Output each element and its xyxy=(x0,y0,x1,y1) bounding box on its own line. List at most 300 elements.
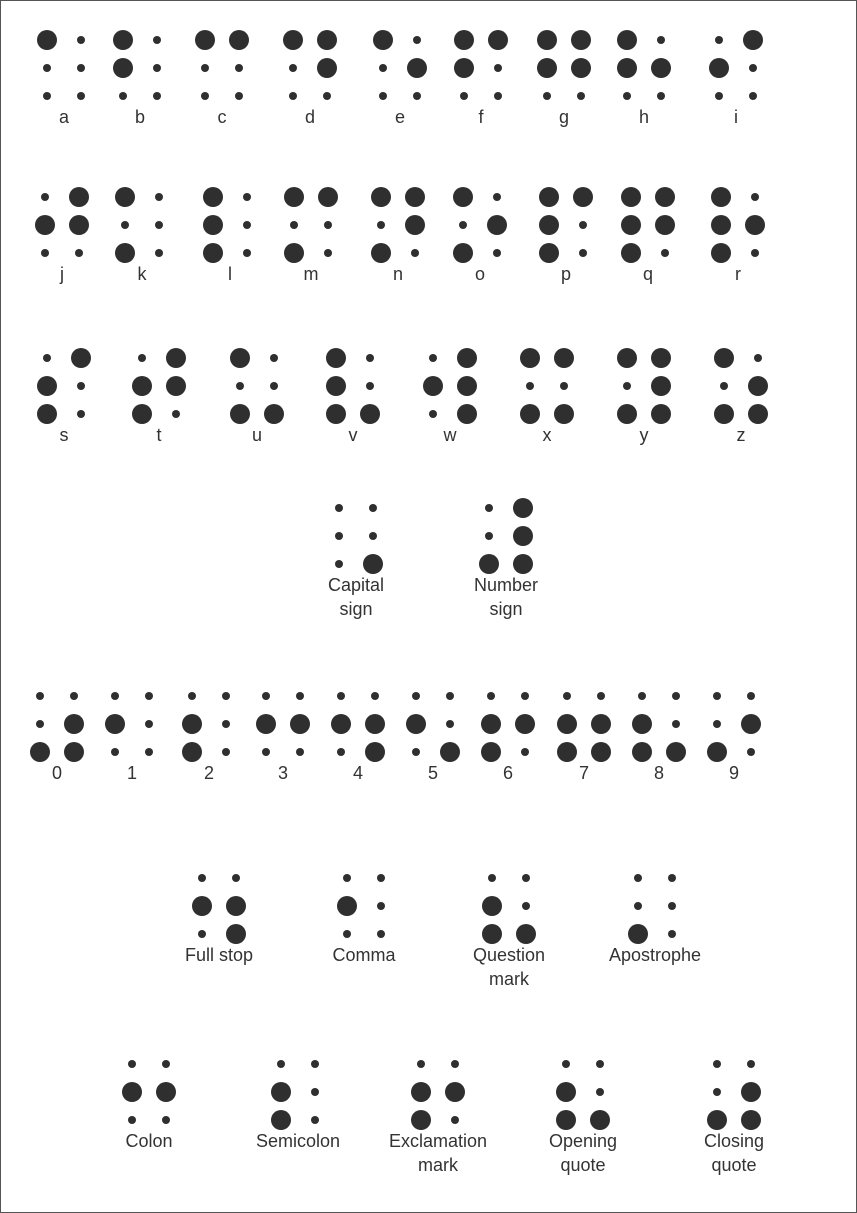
raised-dot-1 xyxy=(373,30,393,50)
braille-label: z xyxy=(736,425,746,445)
flat-dot-2 xyxy=(713,720,721,728)
raised-dot-5 xyxy=(156,1082,176,1102)
raised-dot-2 xyxy=(482,896,502,916)
braille-label: 8 xyxy=(653,763,664,783)
raised-dot-3 xyxy=(621,243,641,263)
raised-dot-2 xyxy=(35,215,55,235)
braille-cell-closing-quote xyxy=(674,1053,794,1203)
flat-dot-6 xyxy=(751,249,759,257)
raised-dot-1 xyxy=(115,187,135,207)
flat-dot-1 xyxy=(417,1060,425,1068)
flat-dot-1 xyxy=(638,692,646,700)
flat-dot-5 xyxy=(243,221,251,229)
flat-dot-1 xyxy=(562,1060,570,1068)
flat-dot-5 xyxy=(324,221,332,229)
raised-dot-3 xyxy=(632,742,652,762)
raised-dot-3 xyxy=(132,404,152,424)
flat-dot-4 xyxy=(754,354,762,362)
raised-dot-5 xyxy=(513,526,533,546)
raised-dot-3 xyxy=(37,404,57,424)
flat-dot-3 xyxy=(111,748,119,756)
flat-dot-2 xyxy=(623,382,631,390)
raised-dot-5 xyxy=(457,376,477,396)
braille-label: Full stop xyxy=(184,945,254,965)
braille-label: 4 xyxy=(352,763,363,783)
raised-dot-2 xyxy=(411,1082,431,1102)
flat-dot-4 xyxy=(162,1060,170,1068)
raised-dot-1 xyxy=(617,348,637,368)
flat-dot-3 xyxy=(543,92,551,100)
raised-dot-4 xyxy=(317,30,337,50)
raised-dot-3 xyxy=(557,742,577,762)
raised-dot-2 xyxy=(105,714,125,734)
braille-label: 5 xyxy=(427,763,438,783)
flat-dot-6 xyxy=(311,1116,319,1124)
flat-dot-4 xyxy=(232,874,240,882)
raised-dot-2 xyxy=(122,1082,142,1102)
raised-dot-2 xyxy=(113,58,133,78)
raised-dot-4 xyxy=(655,187,675,207)
raised-dot-3 xyxy=(30,742,50,762)
raised-dot-1 xyxy=(283,30,303,50)
flat-dot-3 xyxy=(337,748,345,756)
braille-label: 9 xyxy=(728,763,739,783)
raised-dot-3 xyxy=(326,404,346,424)
braille-label: b xyxy=(134,107,145,127)
raised-dot-2 xyxy=(271,1082,291,1102)
flat-dot-1 xyxy=(36,692,44,700)
raised-dot-1 xyxy=(453,187,473,207)
flat-dot-3 xyxy=(412,748,420,756)
raised-dot-2 xyxy=(539,215,559,235)
flat-dot-1 xyxy=(138,354,146,362)
raised-dot-4 xyxy=(513,498,533,518)
raised-dot-1 xyxy=(621,187,641,207)
braille-label: c xyxy=(217,107,227,127)
flat-dot-6 xyxy=(162,1116,170,1124)
raised-dot-1 xyxy=(520,348,540,368)
raised-dot-4 xyxy=(457,348,477,368)
raised-dot-4 xyxy=(743,30,763,50)
raised-dot-5 xyxy=(741,714,761,734)
braille-label: k xyxy=(137,264,147,284)
braille-cell-exclamation-mark xyxy=(378,1053,498,1203)
flat-dot-1 xyxy=(715,36,723,44)
braille-label: m xyxy=(303,264,319,284)
braille-label: g xyxy=(558,107,569,127)
raised-dot-2 xyxy=(617,58,637,78)
flat-dot-5 xyxy=(579,221,587,229)
flat-dot-1 xyxy=(563,692,571,700)
flat-dot-4 xyxy=(413,36,421,44)
raised-dot-3 xyxy=(617,404,637,424)
braille-label: e xyxy=(394,107,405,127)
flat-dot-4 xyxy=(153,36,161,44)
flat-dot-5 xyxy=(560,382,568,390)
braille-cell-i xyxy=(676,29,796,179)
braille-label: v xyxy=(348,425,358,445)
raised-dot-6 xyxy=(264,404,284,424)
braille-label: 6 xyxy=(502,763,513,783)
flat-dot-5 xyxy=(522,902,530,910)
braille-label: h xyxy=(638,107,649,127)
raised-dot-6 xyxy=(516,924,536,944)
flat-dot-5 xyxy=(153,64,161,72)
braille-label: o xyxy=(474,264,485,284)
raised-dot-3 xyxy=(115,243,135,263)
braille-label: a xyxy=(58,107,69,127)
braille-label: d xyxy=(304,107,315,127)
braille-label: i xyxy=(734,107,738,127)
raised-dot-5 xyxy=(748,376,768,396)
flat-dot-1 xyxy=(412,692,420,700)
raised-dot-1 xyxy=(714,348,734,368)
raised-dot-3 xyxy=(411,1110,431,1130)
braille-label: Semicolon xyxy=(255,1131,341,1151)
braille-label: Comma xyxy=(332,945,396,965)
raised-dot-2 xyxy=(709,58,729,78)
flat-dot-6 xyxy=(172,410,180,418)
flat-dot-2 xyxy=(201,64,209,72)
flat-dot-6 xyxy=(411,249,419,257)
flat-dot-4 xyxy=(377,874,385,882)
flat-dot-2 xyxy=(634,902,642,910)
raised-dot-2 xyxy=(711,215,731,235)
flat-dot-5 xyxy=(155,221,163,229)
braille-label: Colon xyxy=(125,1131,173,1151)
braille-label: Question mark xyxy=(472,945,546,989)
braille-label: t xyxy=(156,425,162,445)
raised-dot-3 xyxy=(453,243,473,263)
raised-dot-5 xyxy=(651,376,671,396)
flat-dot-5 xyxy=(311,1088,319,1096)
raised-dot-3 xyxy=(628,924,648,944)
flat-dot-2 xyxy=(335,532,343,540)
flat-dot-2 xyxy=(121,221,129,229)
flat-dot-1 xyxy=(41,193,49,201)
flat-dot-1 xyxy=(488,874,496,882)
flat-dot-3 xyxy=(343,930,351,938)
raised-dot-1 xyxy=(195,30,215,50)
flat-dot-4 xyxy=(451,1060,459,1068)
flat-dot-5 xyxy=(749,64,757,72)
flat-dot-4 xyxy=(657,36,665,44)
raised-dot-2 xyxy=(132,376,152,396)
braille-label: 7 xyxy=(578,763,589,783)
braille-label: u xyxy=(251,425,262,445)
flat-dot-6 xyxy=(668,930,676,938)
flat-dot-1 xyxy=(713,1060,721,1068)
raised-dot-6 xyxy=(554,404,574,424)
flat-dot-1 xyxy=(337,692,345,700)
raised-dot-2 xyxy=(537,58,557,78)
raised-dot-2 xyxy=(256,714,276,734)
flat-dot-3 xyxy=(201,92,209,100)
braille-cell-full-stop xyxy=(159,867,279,1017)
raised-dot-2 xyxy=(557,714,577,734)
braille-label: p xyxy=(560,264,571,284)
flat-dot-6 xyxy=(153,92,161,100)
raised-dot-5 xyxy=(655,215,675,235)
raised-dot-6 xyxy=(513,554,533,574)
raised-dot-3 xyxy=(714,404,734,424)
raised-dot-5 xyxy=(651,58,671,78)
raised-dot-3 xyxy=(707,742,727,762)
raised-dot-2 xyxy=(454,58,474,78)
raised-dot-2 xyxy=(621,215,641,235)
raised-dot-5 xyxy=(445,1082,465,1102)
raised-dot-6 xyxy=(748,404,768,424)
flat-dot-5 xyxy=(366,382,374,390)
flat-dot-1 xyxy=(335,504,343,512)
braille-label: y xyxy=(639,425,649,445)
flat-dot-3 xyxy=(119,92,127,100)
flat-dot-3 xyxy=(715,92,723,100)
flat-dot-1 xyxy=(713,692,721,700)
flat-dot-2 xyxy=(289,64,297,72)
flat-dot-6 xyxy=(493,249,501,257)
raised-dot-3 xyxy=(203,243,223,263)
flat-dot-2 xyxy=(459,221,467,229)
braille-label: l xyxy=(228,264,232,284)
raised-dot-1 xyxy=(539,187,559,207)
flat-dot-6 xyxy=(413,92,421,100)
braille-cell-number-sign xyxy=(446,497,566,647)
braille-label: s xyxy=(59,425,69,445)
raised-dot-4 xyxy=(229,30,249,50)
raised-dot-1 xyxy=(454,30,474,50)
raised-dot-3 xyxy=(479,554,499,574)
flat-dot-4 xyxy=(596,1060,604,1068)
flat-dot-3 xyxy=(43,92,51,100)
flat-dot-2 xyxy=(526,382,534,390)
flat-dot-1 xyxy=(277,1060,285,1068)
flat-dot-6 xyxy=(749,92,757,100)
raised-dot-6 xyxy=(590,1110,610,1130)
braille-cell-opening-quote xyxy=(523,1053,643,1203)
braille-label: x xyxy=(542,425,552,445)
flat-dot-1 xyxy=(487,692,495,700)
raised-dot-2 xyxy=(423,376,443,396)
flat-dot-1 xyxy=(343,874,351,882)
raised-dot-1 xyxy=(284,187,304,207)
raised-dot-1 xyxy=(711,187,731,207)
braille-label: 3 xyxy=(277,763,288,783)
flat-dot-2 xyxy=(720,382,728,390)
flat-dot-3 xyxy=(623,92,631,100)
raised-dot-3 xyxy=(230,404,250,424)
flat-dot-4 xyxy=(366,354,374,362)
flat-dot-6 xyxy=(657,92,665,100)
braille-label: Number sign xyxy=(473,575,539,619)
flat-dot-6 xyxy=(155,249,163,257)
raised-dot-6 xyxy=(363,554,383,574)
flat-dot-1 xyxy=(429,354,437,362)
flat-dot-5 xyxy=(668,902,676,910)
flat-dot-4 xyxy=(493,193,501,201)
flat-dot-5 xyxy=(235,64,243,72)
raised-dot-2 xyxy=(406,714,426,734)
flat-dot-1 xyxy=(262,692,270,700)
raised-dot-3 xyxy=(556,1110,576,1130)
flat-dot-2 xyxy=(36,720,44,728)
flat-dot-5 xyxy=(369,532,377,540)
flat-dot-2 xyxy=(43,64,51,72)
flat-dot-1 xyxy=(128,1060,136,1068)
braille-label: 1 xyxy=(126,763,137,783)
raised-dot-1 xyxy=(203,187,223,207)
braille-label: r xyxy=(735,264,741,284)
flat-dot-1 xyxy=(188,692,196,700)
raised-dot-3 xyxy=(707,1110,727,1130)
raised-dot-5 xyxy=(741,1082,761,1102)
raised-dot-2 xyxy=(331,714,351,734)
raised-dot-2 xyxy=(556,1082,576,1102)
raised-dot-2 xyxy=(192,896,212,916)
raised-dot-4 xyxy=(651,348,671,368)
raised-dot-6 xyxy=(226,924,246,944)
flat-dot-3 xyxy=(41,249,49,257)
braille-cell-apostrophe xyxy=(595,867,715,1017)
braille-cell-comma xyxy=(304,867,424,1017)
flat-dot-2 xyxy=(377,221,385,229)
flat-dot-6 xyxy=(243,249,251,257)
raised-dot-6 xyxy=(457,404,477,424)
braille-label: j xyxy=(60,264,64,284)
flat-dot-2 xyxy=(713,1088,721,1096)
flat-dot-2 xyxy=(290,221,298,229)
raised-dot-6 xyxy=(741,1110,761,1130)
flat-dot-6 xyxy=(235,92,243,100)
raised-dot-3 xyxy=(539,243,559,263)
flat-dot-6 xyxy=(494,92,502,100)
flat-dot-6 xyxy=(747,748,755,756)
flat-dot-6 xyxy=(661,249,669,257)
raised-dot-3 xyxy=(481,742,501,762)
braille-label: Opening quote xyxy=(548,1131,618,1175)
flat-dot-6 xyxy=(77,410,85,418)
raised-dot-5 xyxy=(487,215,507,235)
raised-dot-1 xyxy=(371,187,391,207)
raised-dot-6 xyxy=(360,404,380,424)
flat-dot-1 xyxy=(485,504,493,512)
flat-dot-4 xyxy=(522,874,530,882)
flat-dot-6 xyxy=(323,92,331,100)
flat-dot-5 xyxy=(377,902,385,910)
flat-dot-1 xyxy=(198,874,206,882)
braille-label: 2 xyxy=(203,763,214,783)
braille-cell-9 xyxy=(674,685,794,835)
braille-cell-r xyxy=(678,186,798,336)
flat-dot-4 xyxy=(668,874,676,882)
flat-dot-2 xyxy=(236,382,244,390)
raised-dot-3 xyxy=(711,243,731,263)
raised-dot-1 xyxy=(617,30,637,50)
braille-label: 0 xyxy=(51,763,62,783)
flat-dot-5 xyxy=(596,1088,604,1096)
flat-dot-4 xyxy=(369,504,377,512)
flat-dot-2 xyxy=(485,532,493,540)
raised-dot-3 xyxy=(271,1110,291,1130)
flat-dot-6 xyxy=(324,249,332,257)
flat-dot-1 xyxy=(634,874,642,882)
flat-dot-1 xyxy=(43,354,51,362)
raised-dot-4 xyxy=(554,348,574,368)
flat-dot-5 xyxy=(77,382,85,390)
flat-dot-4 xyxy=(747,1060,755,1068)
braille-label: Apostrophe xyxy=(608,945,702,965)
flat-dot-4 xyxy=(747,692,755,700)
raised-dot-4 xyxy=(166,348,186,368)
raised-dot-3 xyxy=(520,404,540,424)
flat-dot-5 xyxy=(270,382,278,390)
raised-dot-2 xyxy=(203,215,223,235)
braille-label: q xyxy=(642,264,653,284)
flat-dot-2 xyxy=(379,64,387,72)
braille-label: n xyxy=(392,264,403,284)
raised-dot-1 xyxy=(113,30,133,50)
raised-dot-3 xyxy=(182,742,202,762)
raised-dot-1 xyxy=(230,348,250,368)
flat-dot-4 xyxy=(751,193,759,201)
flat-dot-4 xyxy=(155,193,163,201)
raised-dot-2 xyxy=(182,714,202,734)
flat-dot-3 xyxy=(198,930,206,938)
raised-dot-1 xyxy=(326,348,346,368)
flat-dot-4 xyxy=(311,1060,319,1068)
raised-dot-1 xyxy=(537,30,557,50)
raised-dot-3 xyxy=(284,243,304,263)
braille-label: Closing quote xyxy=(703,1131,765,1175)
braille-cell-semicolon xyxy=(238,1053,358,1203)
raised-dot-5 xyxy=(226,896,246,916)
raised-dot-6 xyxy=(651,404,671,424)
flat-dot-3 xyxy=(379,92,387,100)
raised-dot-2 xyxy=(632,714,652,734)
flat-dot-6 xyxy=(451,1116,459,1124)
raised-dot-3 xyxy=(371,243,391,263)
braille-label: Capital sign xyxy=(327,575,385,619)
raised-dot-5 xyxy=(745,215,765,235)
flat-dot-4 xyxy=(270,354,278,362)
flat-dot-3 xyxy=(429,410,437,418)
flat-dot-6 xyxy=(579,249,587,257)
raised-dot-5 xyxy=(317,58,337,78)
flat-dot-4 xyxy=(243,193,251,201)
raised-dot-4 xyxy=(71,348,91,368)
flat-dot-3 xyxy=(289,92,297,100)
braille-cell-question-mark xyxy=(449,867,569,1017)
raised-dot-2 xyxy=(326,376,346,396)
raised-dot-4 xyxy=(318,187,338,207)
flat-dot-1 xyxy=(111,692,119,700)
flat-dot-3 xyxy=(335,560,343,568)
flat-dot-3 xyxy=(128,1116,136,1124)
raised-dot-2 xyxy=(37,376,57,396)
raised-dot-5 xyxy=(166,376,186,396)
braille-cell-colon xyxy=(89,1053,209,1203)
flat-dot-3 xyxy=(460,92,468,100)
raised-dot-2 xyxy=(337,896,357,916)
braille-cell-z xyxy=(681,347,801,497)
flat-dot-5 xyxy=(494,64,502,72)
flat-dot-3 xyxy=(262,748,270,756)
braille-label: Exclamation mark xyxy=(388,1131,488,1175)
flat-dot-6 xyxy=(377,930,385,938)
raised-dot-2 xyxy=(481,714,501,734)
braille-cell-capital-sign xyxy=(296,497,416,647)
raised-dot-3 xyxy=(482,924,502,944)
